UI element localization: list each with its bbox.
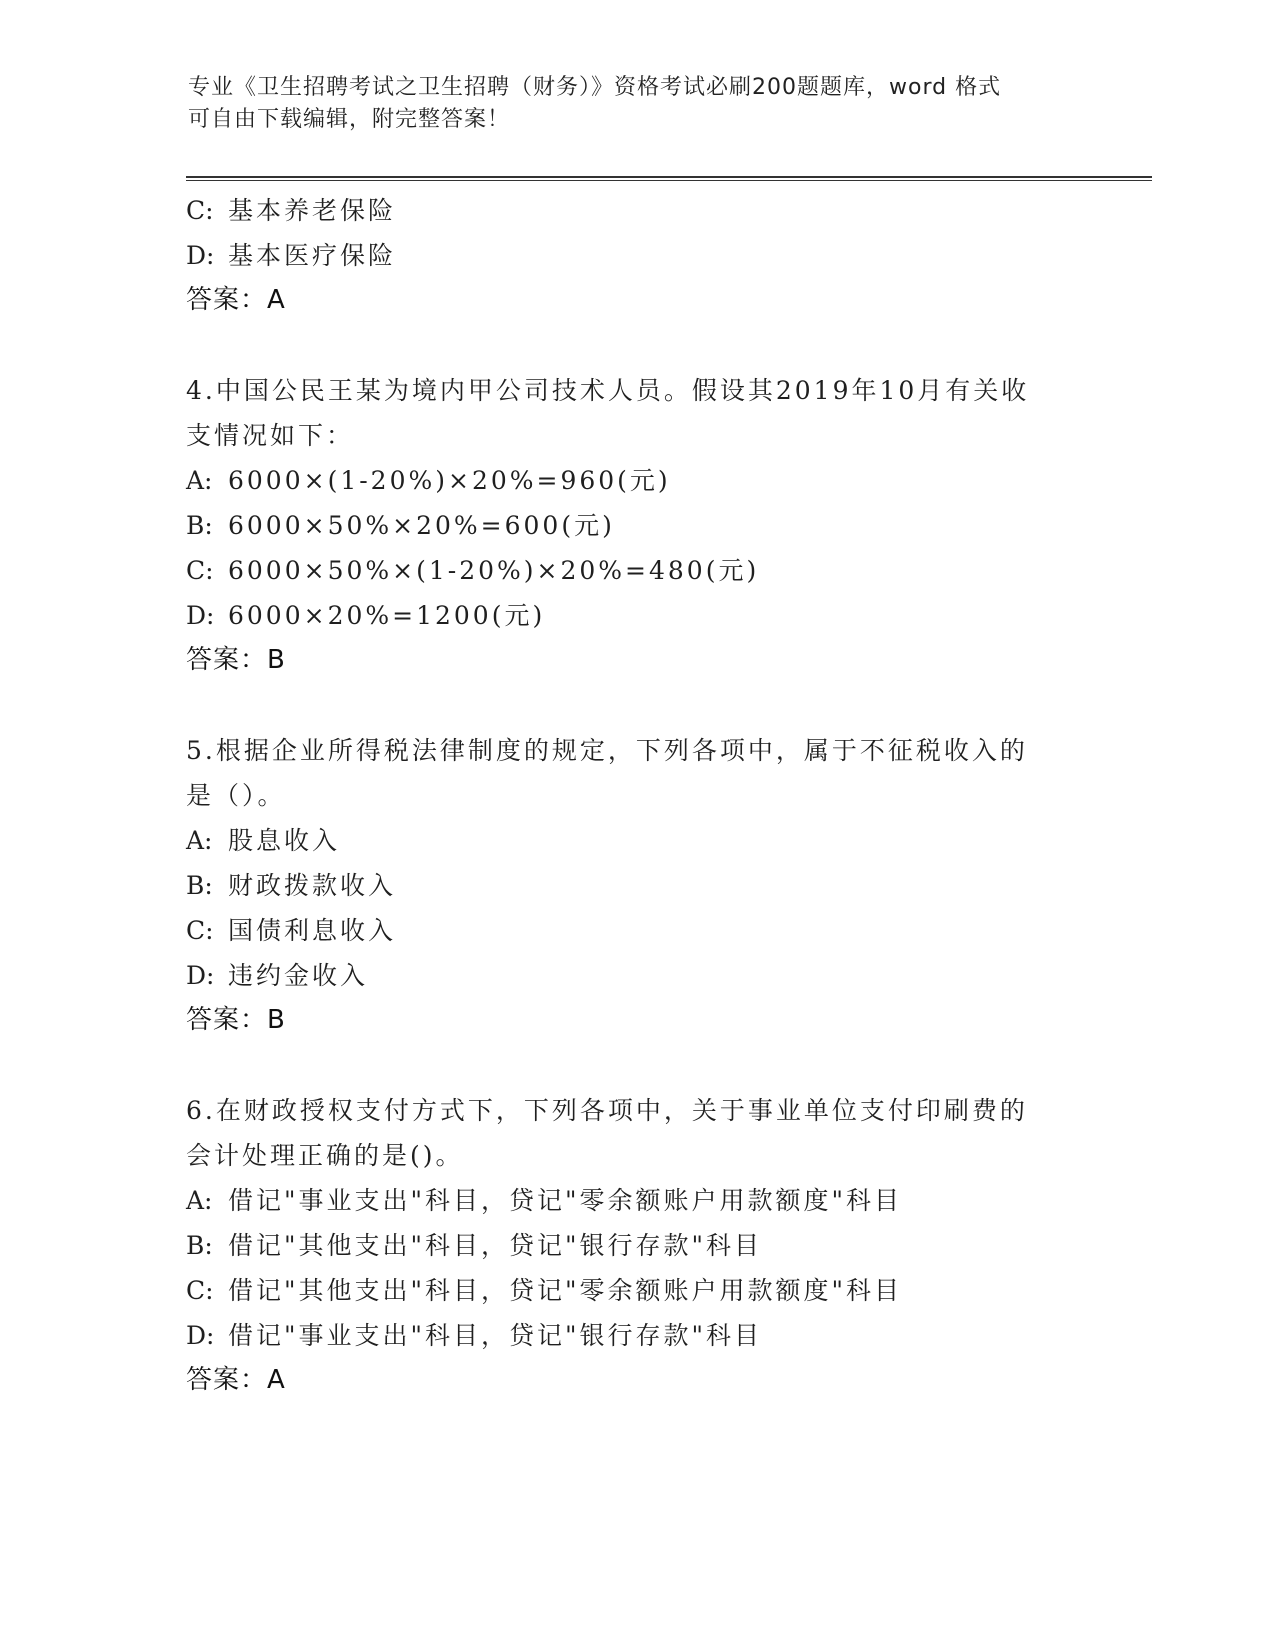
answer-line: 答案：A bbox=[186, 1365, 286, 1395]
question-stem-cont: 支情况如下： bbox=[186, 421, 355, 450]
question-stem-cont: 会计处理正确的是()。 bbox=[186, 1141, 464, 1170]
spacer bbox=[186, 323, 1086, 368]
option-letter: C: bbox=[186, 1276, 214, 1305]
header-line-1: 专业《卫生招聘考试之卫生招聘（财务）》资格考试必刷200题题库，word 格式 bbox=[188, 75, 1002, 100]
option-letter: D: bbox=[186, 961, 215, 990]
question-stem: 5.根据企业所得税法律制度的规定，下列各项中，属于不征税收入的 bbox=[186, 736, 1028, 765]
option-text: 借记"其他支出"科目，贷记"零余额账户用款额度"科目 bbox=[228, 1276, 902, 1305]
option-b bbox=[186, 503, 1086, 548]
option-text: 基本医疗保险 bbox=[228, 241, 397, 270]
option-a bbox=[186, 458, 1086, 503]
option-b bbox=[186, 863, 1086, 908]
question-3 bbox=[186, 188, 1086, 323]
option-text: 6000×20%=1200(元) bbox=[228, 601, 546, 630]
option-text: 借记"事业支出"科目，贷记"零余额账户用款额度"科目 bbox=[228, 1186, 902, 1215]
option-text: 6000×(1-20%)×20%=960(元) bbox=[228, 466, 671, 495]
option-letter: C: bbox=[186, 556, 214, 585]
question-5 bbox=[186, 728, 1086, 1043]
option-a bbox=[186, 818, 1086, 863]
option-text: 借记"其他支出"科目，贷记"银行存款"科目 bbox=[228, 1231, 762, 1260]
option-c bbox=[186, 188, 1086, 233]
option-letter: B: bbox=[186, 1231, 213, 1260]
option-d bbox=[186, 953, 1086, 998]
option-letter: B: bbox=[186, 511, 213, 540]
question-stem: 4.中国公民王某为境内甲公司技术人员。假设其2019年10月有关收 bbox=[186, 376, 1030, 405]
option-c bbox=[186, 548, 1086, 593]
question-content bbox=[186, 188, 1086, 1403]
option-text: 借记"事业支出"科目，贷记"银行存款"科目 bbox=[228, 1321, 762, 1350]
answer-line: 答案：B bbox=[186, 645, 286, 675]
option-letter: A: bbox=[186, 466, 213, 495]
option-text: 违约金收入 bbox=[228, 961, 369, 990]
option-d bbox=[186, 593, 1086, 638]
question-stem-cont: 是（）。 bbox=[186, 781, 286, 810]
option-b bbox=[186, 1223, 1086, 1268]
option-letter: C: bbox=[186, 196, 214, 225]
spacer bbox=[186, 1043, 1086, 1088]
question-stem: 6.在财政授权支付方式下，下列各项中，关于事业单位支付印刷费的 bbox=[186, 1096, 1028, 1125]
question-6 bbox=[186, 1088, 1086, 1403]
option-letter: C: bbox=[186, 916, 214, 945]
answer-line: 答案：A bbox=[186, 285, 286, 315]
answer-line: 答案：B bbox=[186, 1005, 286, 1035]
option-letter: D: bbox=[186, 1321, 215, 1350]
option-letter: D: bbox=[186, 241, 215, 270]
header-line-2: 可自由下载编辑，附完整答案！ bbox=[188, 107, 511, 132]
question-4 bbox=[186, 368, 1086, 683]
option-letter: D: bbox=[186, 601, 215, 630]
option-letter: A: bbox=[186, 826, 213, 855]
spacer bbox=[186, 683, 1086, 728]
option-letter: A: bbox=[186, 1186, 213, 1215]
option-c bbox=[186, 908, 1086, 953]
option-text: 6000×50%×(1-20%)×20%=480(元) bbox=[228, 556, 760, 585]
option-text: 财政拨款收入 bbox=[228, 871, 397, 900]
option-text: 6000×50%×20%=600(元) bbox=[228, 511, 615, 540]
option-c bbox=[186, 1268, 1086, 1313]
option-d bbox=[186, 233, 1086, 278]
header-divider bbox=[186, 176, 1152, 181]
option-text: 股息收入 bbox=[228, 826, 341, 855]
option-letter: B: bbox=[186, 871, 213, 900]
option-text: 国债利息收入 bbox=[228, 916, 397, 945]
page-header bbox=[188, 72, 1068, 136]
option-d bbox=[186, 1313, 1086, 1358]
option-text: 基本养老保险 bbox=[228, 196, 397, 225]
option-a bbox=[186, 1178, 1086, 1223]
